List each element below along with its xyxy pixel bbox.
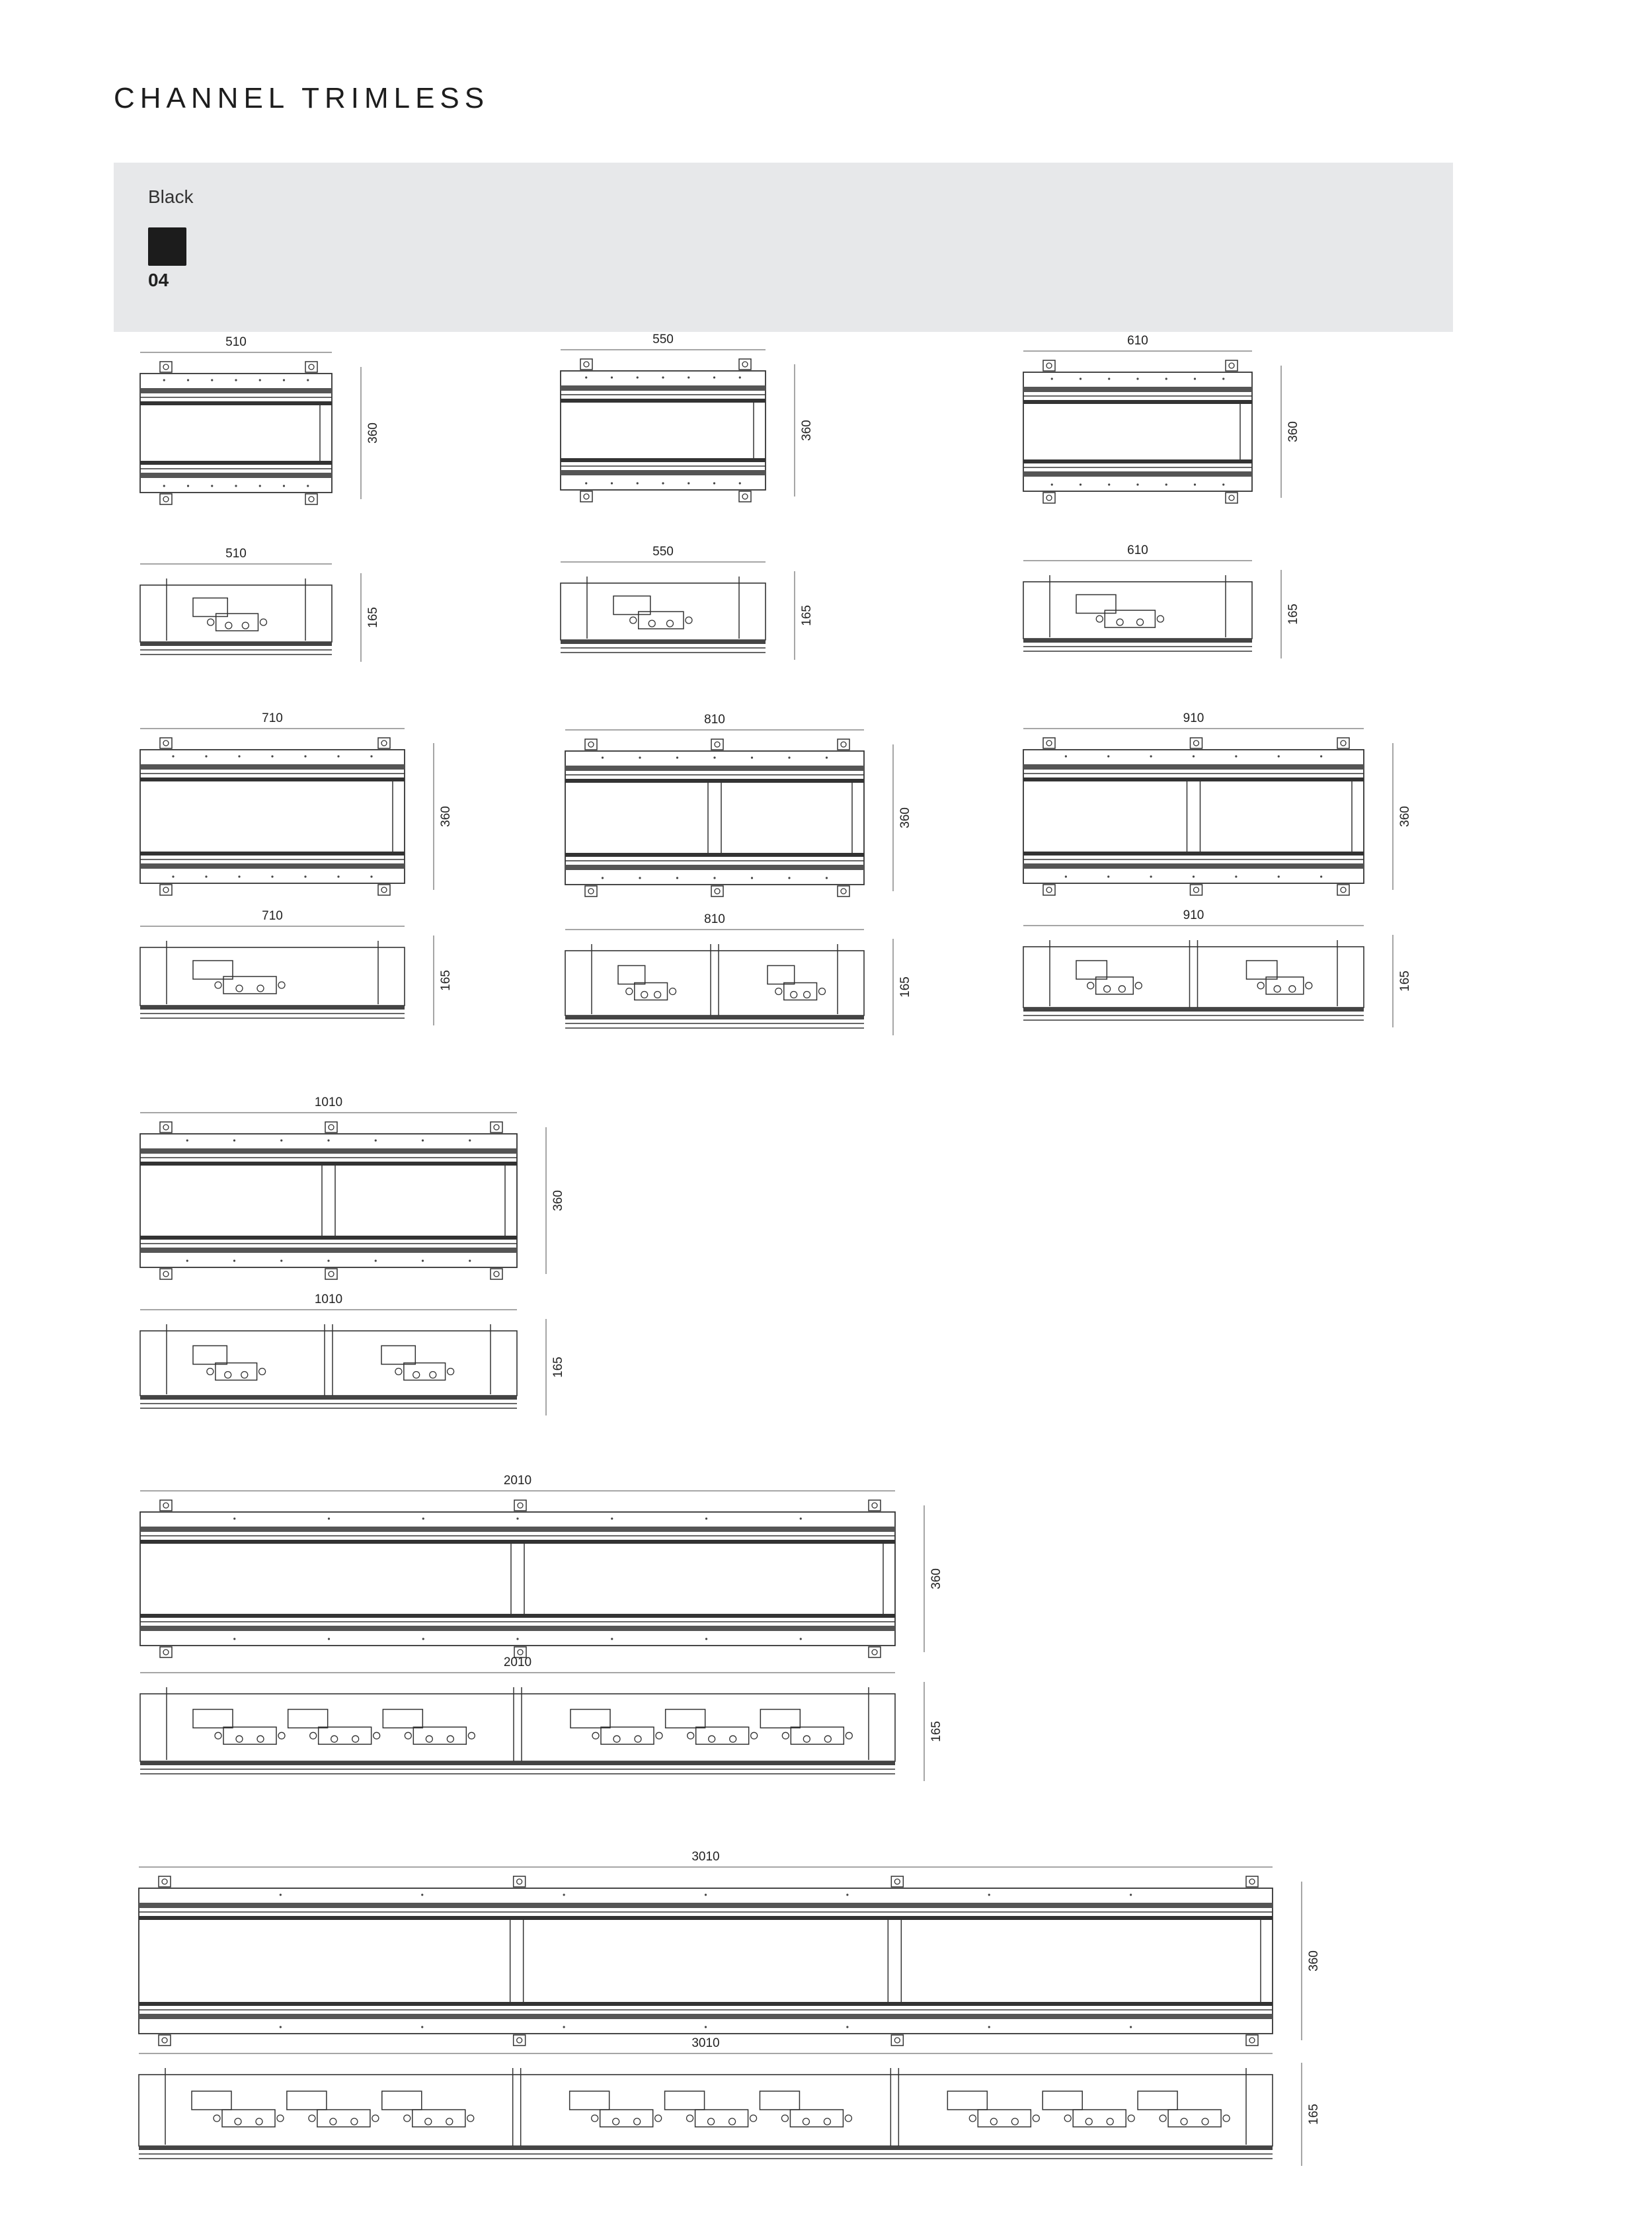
top-view-drawing [561,350,795,502]
side-view-drawing [140,926,434,1025]
side-view-drawing [1023,561,1281,658]
length-label: 2010 [503,1474,532,1488]
depth-label: 360 [1307,1950,1321,1971]
depth-label: 360 [898,807,912,828]
length-label: 910 [1183,711,1204,725]
length-label: 610 [1127,543,1148,557]
length-label: 510 [225,547,247,561]
model-710-drawings [140,711,453,1025]
page-title: CHANNEL TRIMLESS [114,82,490,114]
finish-code: 04 [148,270,169,290]
length-label: 710 [262,909,283,923]
depth-label: 360 [1286,421,1300,442]
length-label: 910 [1183,908,1204,922]
length-label: 3010 [691,2036,720,2050]
height-label: 165 [439,970,453,991]
depth-label: 360 [800,420,814,441]
side-view-drawing [561,562,795,660]
model-550-drawings [561,333,814,660]
length-label: 810 [704,713,725,727]
model-610-drawings [1023,334,1300,658]
length-label: 2010 [503,1655,532,1669]
height-label: 165 [898,976,912,998]
depth-label: 360 [551,1190,565,1211]
model-910-drawings [1023,711,1412,1027]
length-label: 510 [225,335,247,349]
length-label: 810 [704,912,725,926]
length-label: 610 [1127,334,1148,348]
side-view-drawing [140,1310,546,1415]
side-view-drawing [565,930,893,1035]
side-view-drawing [140,564,361,662]
height-label: 165 [1307,2104,1321,2125]
height-label: 165 [929,1721,943,1742]
side-view-drawing [1023,926,1393,1027]
top-view-drawing [1023,351,1281,503]
height-label: 165 [800,605,814,626]
height-label: 165 [366,607,380,628]
depth-label: 360 [1398,806,1412,827]
length-label: 3010 [691,1850,720,1864]
length-label: 710 [262,711,283,725]
height-label: 165 [1398,971,1412,992]
top-view-drawing [565,730,893,896]
side-view-drawing [140,1673,924,1781]
top-view-drawing [139,1867,1302,2046]
finish-label: Black [148,186,194,207]
model-2010-drawings [140,1474,943,1781]
length-label: 1010 [314,1293,343,1306]
model-1010-drawings [140,1095,565,1415]
model-810-drawings [565,713,912,1035]
depth-label: 360 [366,422,380,444]
length-label: 1010 [314,1095,343,1109]
top-view-drawing [140,352,361,504]
top-view-drawing [1023,729,1393,895]
depth-label: 360 [929,1568,943,1589]
model-510-drawings [140,335,380,662]
top-view-drawing [140,1491,924,1657]
length-label: 550 [652,545,674,559]
top-view-drawing [140,729,434,895]
length-label: 550 [652,333,674,346]
model-3010-drawings [139,1850,1321,2166]
side-view-drawing [139,2053,1302,2166]
height-label: 165 [551,1357,565,1378]
top-view-drawing [140,1113,546,1279]
height-label: 165 [1286,604,1300,625]
depth-label: 360 [439,806,453,827]
